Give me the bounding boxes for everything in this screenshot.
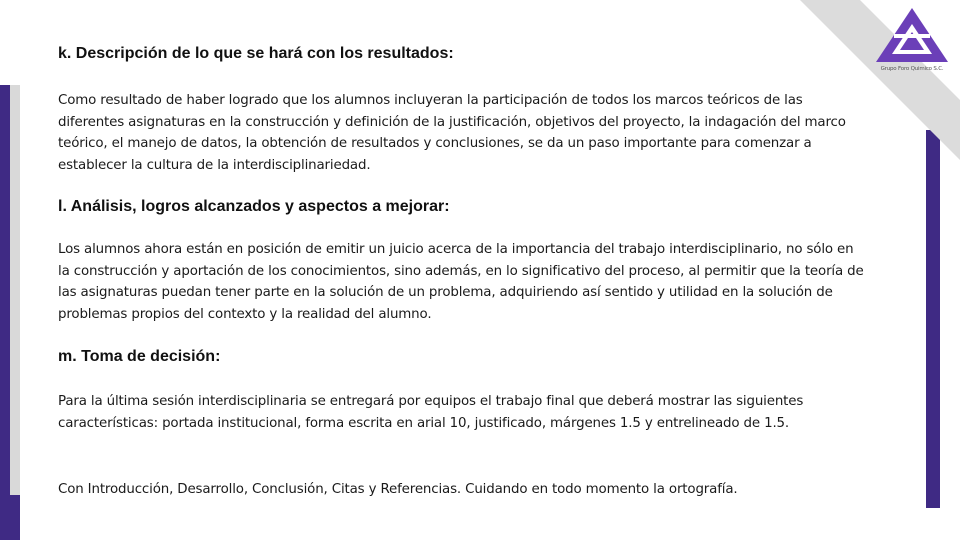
section-k-heading: k. Descripción de lo que se hará con los resultados:	[58, 45, 454, 62]
triangle-logo-icon	[872, 6, 952, 66]
left-decorative-bar	[0, 85, 20, 540]
section-l-heading: l. Análisis, logros alcanzados y aspectos a mejorar:	[58, 198, 450, 215]
section-k-paragraph: Como resultado de haber logrado que los alumnos incluyeran la participación de todos los marcos teóricos de las diferentes asignaturas en la construcción y definición de la justificación, objetivos del proyecto, la indagación del marco teórico, el manejo de datos, la obtención de resultados y conclusiones, se da un paso importante para comenzar a establecer la cultura de la interdisciplinariedad.	[58, 93, 846, 173]
section-m-paragraph-2: Con Introducción, Desarrollo, Conclusión, Citas y Referencias. Cuidando en todo momento la ortografía.	[58, 482, 738, 497]
section-m-heading: m. Toma de decisión:	[58, 348, 221, 365]
right-decorative-bar	[926, 130, 940, 508]
logo-caption: Grupo Foro Quimico S.C.	[880, 66, 944, 72]
section-l-paragraph: Los alumnos ahora están en posición de emitir un juicio acerca de la importancia del trabajo interdisciplinario, no sólo en la construcción y aportación de los conocimientos, sino además, en lo significativo del proceso, al permitir que la teoría de las asignaturas puedan tener parte en la solución de un problema, adquiriendo así sentido y utilidad en la solución de problemas propios del contexto y la realidad del alumno.	[58, 242, 864, 322]
section-m-paragraph: Para la última sesión interdisciplinaria se entregará por equipos el trabajo final que deberá mostrar las siguientes características: portada institucional, forma escrita en arial 10, justificado, márgenes 1.5 y entrelineado de 1.5.	[58, 394, 804, 431]
